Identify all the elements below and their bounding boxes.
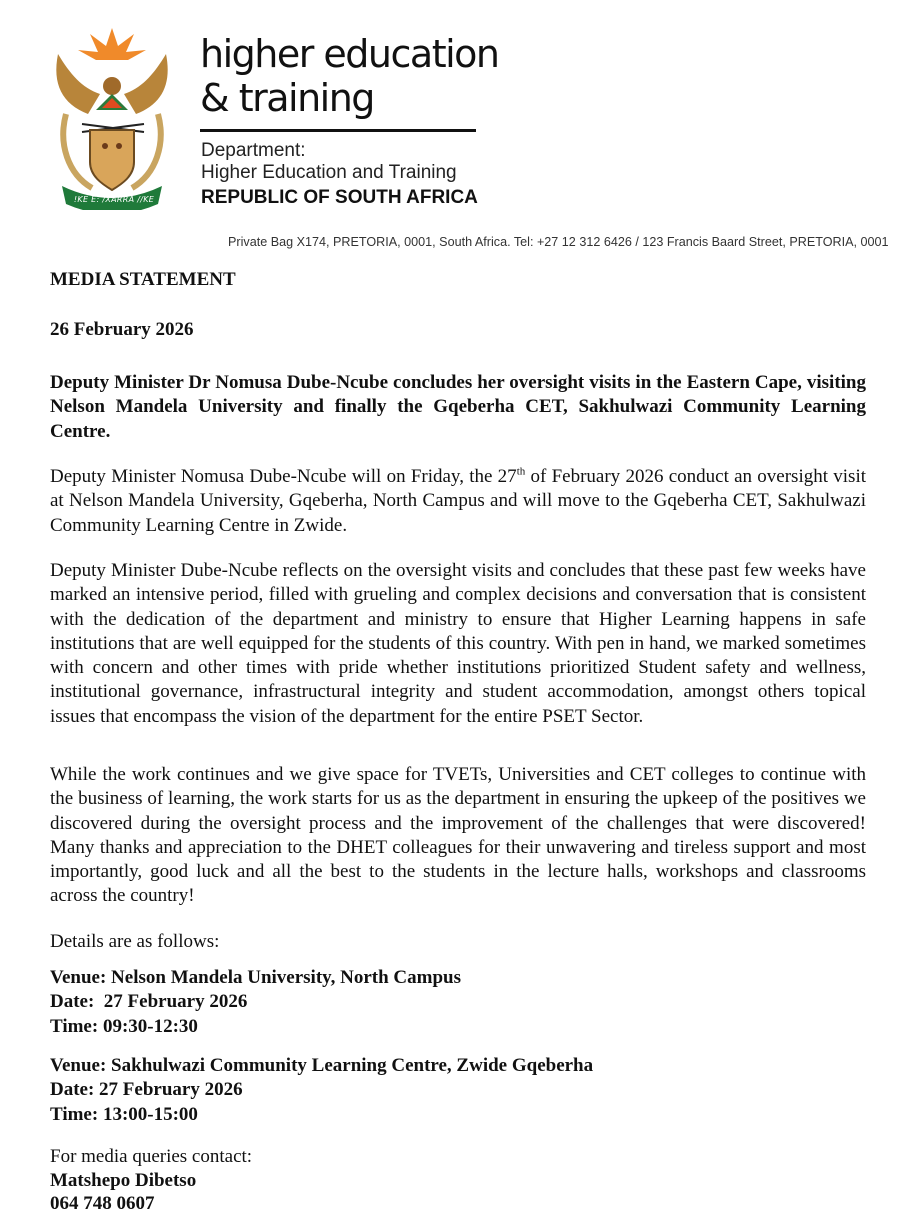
logo-title-line2: & training — [200, 76, 374, 120]
event-venue: Venue: Nelson Mandela University, North Campus — [50, 967, 461, 988]
headline: Deputy Minister Dr Nomusa Dube-Ncube concludes her oversight visits in the Eastern Cape, visiting Nelson Mandela University and finally the Gqeberha CET, Sakhulwazi Community Learning Centre. — [50, 372, 866, 442]
event-time: Time: 13:00-15:00 — [50, 1103, 198, 1125]
event-1 — [50, 966, 866, 1039]
address-line: Private Bag X174, PRETORIA, 0001, South Africa. Tel: +27 12 312 6426 / 123 Francis Baard Street, PRETORIA, 0001 — [228, 235, 889, 249]
logo-divider — [200, 129, 476, 132]
doc-date: 26 February 2026 — [50, 319, 194, 340]
event-time: Time: 09:30-12:30 — [50, 1015, 198, 1037]
details-intro: Details are as follows: — [50, 931, 220, 952]
coat-of-arms-logo — [48, 24, 176, 210]
logo-title-line1: higher education — [200, 32, 499, 76]
paragraph-2: Deputy Minister Dube-Ncube reflects on the oversight visits and concludes that these past few weeks have marked an intensive period, filled with grueling and complex decisions and conversation that is consistent with the dedication of the department and ministry to ensure that Higher Learning happens in safe institutions that are well equipped for the students of this country. With pen in hand, we marked sometimes with concern and other times with pride whether institutions prioritized Student safety and wellness, institutional governance, infrastructural integrity and student accommodation, amongst others topical issues that encompass the vision of the department for the entire PSET Sector. — [50, 560, 866, 727]
doc-type: MEDIA STATEMENT — [50, 269, 236, 290]
country-name: REPUBLIC OF SOUTH AFRICA — [201, 187, 478, 208]
paragraph-3: While the work continues and we give space for TVETs, Universities and CET colleges to continue with the business of learning, the work starts for us as the department in ensuring the upkeep of the positives we discovered during the oversight process and the improvement of the challenges that were discovered! Many thanks and appreciation to the DHET colleagues for their unwavering and tireless support and most importantly, good luck and all the best to the students in the lecture halls, workshops and classrooms across the country! — [50, 764, 866, 907]
dept-label: Department: — [201, 140, 306, 161]
event-date: Date: 27 February 2026 — [50, 991, 248, 1013]
contact-phone: 064 748 0607 — [50, 1193, 155, 1214]
event-venue: Venue: Sakhulwazi Community Learning Centre, Zwide Gqeberha — [50, 1055, 594, 1076]
event-2 — [50, 1054, 866, 1127]
contact-label: For media queries contact: — [50, 1146, 253, 1167]
crest-motto: !KE E: /XARRA //KE — [73, 195, 155, 204]
contact-name: Matshepo Dibetso — [50, 1170, 197, 1191]
dept-name: Higher Education and Training — [201, 162, 457, 183]
paragraph-1: Deputy Minister Nomusa Dube-Ncube will on Friday, the 27th of February 2026 conduct an oversight visit at Nelson Mandela University, Gqeberha, North Campus and will move to the Gqeberha CET, Sakhulwazi Community Learning Centre in Zwide. — [50, 465, 867, 536]
event-date: Date: 27 February 2026 — [50, 1079, 243, 1101]
